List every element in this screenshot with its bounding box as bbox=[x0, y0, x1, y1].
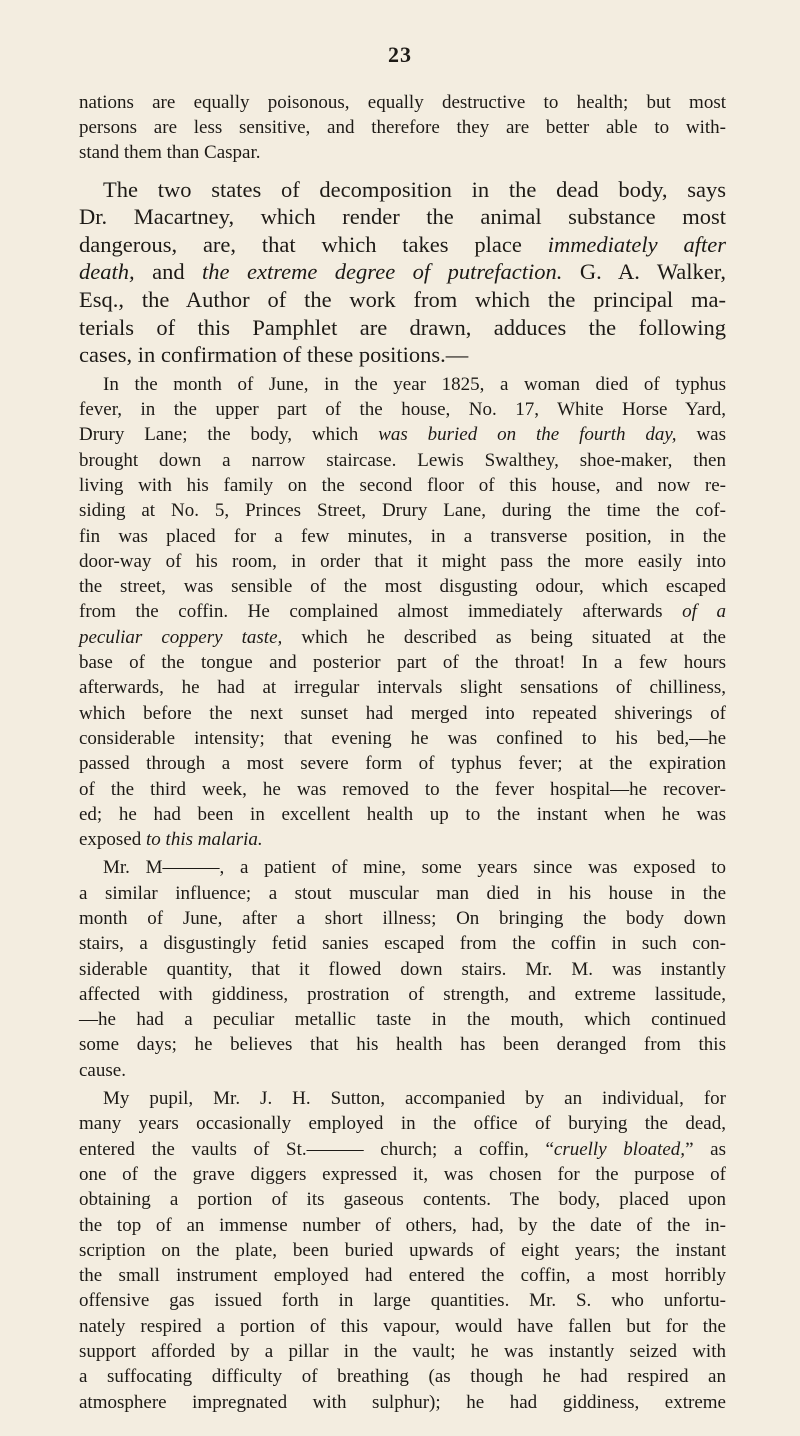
text-line: a similar influence; a stout muscular man died in his house in the bbox=[79, 882, 726, 904]
text-line: the small instrument employed had entered the coffin, a most horribly bbox=[79, 1265, 726, 1287]
text-line: the top of an immense number of others, had, by the date of the in- bbox=[79, 1214, 726, 1236]
text-line: fever, in the upper part of the house, No. 17, White Horse Yard, bbox=[79, 399, 726, 421]
page-number: 23 bbox=[388, 42, 412, 67]
text-line: persons are less sensitive, and therefore they are better able to with- bbox=[79, 117, 726, 139]
paragraph bbox=[79, 176, 726, 369]
text-line: stand them than Caspar. bbox=[79, 142, 261, 164]
text-line: death, and the extreme degree of putrefaction. G. A. Walker, bbox=[79, 259, 726, 285]
text-line: atmosphere impregnated with sulphur); he had giddiness, extreme bbox=[79, 1391, 726, 1413]
text-line: which before the next sunset had merged into repeated shiverings of bbox=[79, 702, 726, 724]
text-line: fin was placed for a few minutes, in a transverse position, in the bbox=[79, 525, 726, 547]
text-line: peculiar coppery taste, which he described as being situated at the bbox=[79, 626, 726, 648]
text-line: —he had a peculiar metallic taste in the mouth, which continued bbox=[79, 1009, 726, 1031]
text-line: of the third week, he was removed to the fever hospital—he recover- bbox=[79, 778, 726, 800]
text-line: support afforded by a pillar in the vault; he was instantly seized with bbox=[79, 1341, 726, 1363]
text-line: afterwards, he had at irregular intervals slight sensations of chilliness, bbox=[79, 677, 726, 699]
text-line: nately respired a portion of this vapour, would have fallen but for the bbox=[79, 1315, 726, 1337]
text-line: My pupil, Mr. J. H. Sutton, accompanied by an individual, for bbox=[103, 1088, 726, 1110]
text-line: door-way of his room, in order that it might pass the more easily into bbox=[79, 550, 726, 572]
text-line: terials of this Pamphlet are drawn, adduces the following bbox=[79, 314, 726, 340]
text-line: cases, in confirmation of these positions.— bbox=[79, 342, 469, 368]
text-line: exposed to this malaria. bbox=[79, 829, 263, 851]
text-line: obtaining a portion of its gaseous contents. The body, placed upon bbox=[79, 1189, 726, 1211]
text-line: considerable intensity; that evening he was confined to his bed,—he bbox=[79, 727, 726, 749]
text-line: nations are equally poisonous, equally destructive to health; but most bbox=[79, 92, 726, 113]
text-line: ed; he had been in excellent health up to the instant when he was bbox=[79, 803, 726, 825]
paragraph bbox=[79, 90, 726, 166]
text-line: living with his family on the second floor of this house, and now re- bbox=[79, 474, 726, 496]
body-text bbox=[79, 92, 726, 1415]
text-line: some days; he believes that his health has been deranged from this bbox=[79, 1034, 726, 1056]
text-line: month of June, after a short illness; On bringing the body down bbox=[79, 908, 726, 929]
text-line: offensive gas issued forth in large quantities. Mr. S. who unfortu- bbox=[79, 1290, 726, 1312]
text-line: cause. bbox=[79, 1059, 126, 1081]
text-line: brought down a narrow staircase. Lewis Swalthey, shoe-maker, then bbox=[79, 449, 726, 471]
text-line: dangerous, are, that which takes place immediately after bbox=[79, 231, 726, 257]
paragraph bbox=[79, 372, 726, 853]
text-line: Esq., the Author of the work from which the principal ma- bbox=[79, 286, 726, 312]
text-line: siderable quantity, that it flowed down stairs. Mr. M. was instantly bbox=[79, 958, 726, 980]
text-line: Drury Lane; the body, which was buried on the fourth day, was bbox=[79, 424, 726, 446]
text-line: base of the tongue and posterior part of the throat! In a few hours bbox=[79, 652, 726, 674]
text-line: Dr. Macartney, which render the animal substance most bbox=[79, 204, 726, 230]
text-line: from the coffin. He complained almost immediately afterwards of a bbox=[79, 601, 726, 623]
text-line: passed through a most severe form of typhus fever; at the expiration bbox=[79, 753, 726, 775]
text-line: many years occasionally employed in the office of burying the dead, bbox=[79, 1113, 726, 1135]
text-line: a suffocating difficulty of breathing (as though he had respired an bbox=[79, 1366, 726, 1388]
text-line: siding at No. 5, Princes Street, Drury Lane, during the time the cof- bbox=[79, 500, 726, 522]
paragraph bbox=[79, 1086, 726, 1415]
text-line: Mr. M———, a patient of mine, some years since was exposed to bbox=[103, 857, 726, 879]
paragraph bbox=[79, 855, 726, 1083]
text-line: the street, was sensible of the most disgusting odour, which escaped bbox=[79, 576, 726, 598]
text-line: In the month of June, in the year 1825, a woman died of typhus bbox=[103, 373, 726, 395]
text-line: affected with giddiness, prostration of strength, and extreme lassitude, bbox=[79, 983, 726, 1005]
text-line: scription on the plate, been buried upwards of eight years; the instant bbox=[79, 1239, 726, 1261]
text-line: one of the grave diggers expressed it, was chosen for the purpose of bbox=[79, 1163, 726, 1185]
text-line: The two states of decomposition in the dead body, says bbox=[103, 176, 726, 202]
text-line: entered the vaults of St.——— church; a coffin, “cruelly bloated,” as bbox=[79, 1138, 726, 1160]
text-line: stairs, a disgustingly fetid sanies escaped from the coffin in such con- bbox=[79, 933, 726, 955]
